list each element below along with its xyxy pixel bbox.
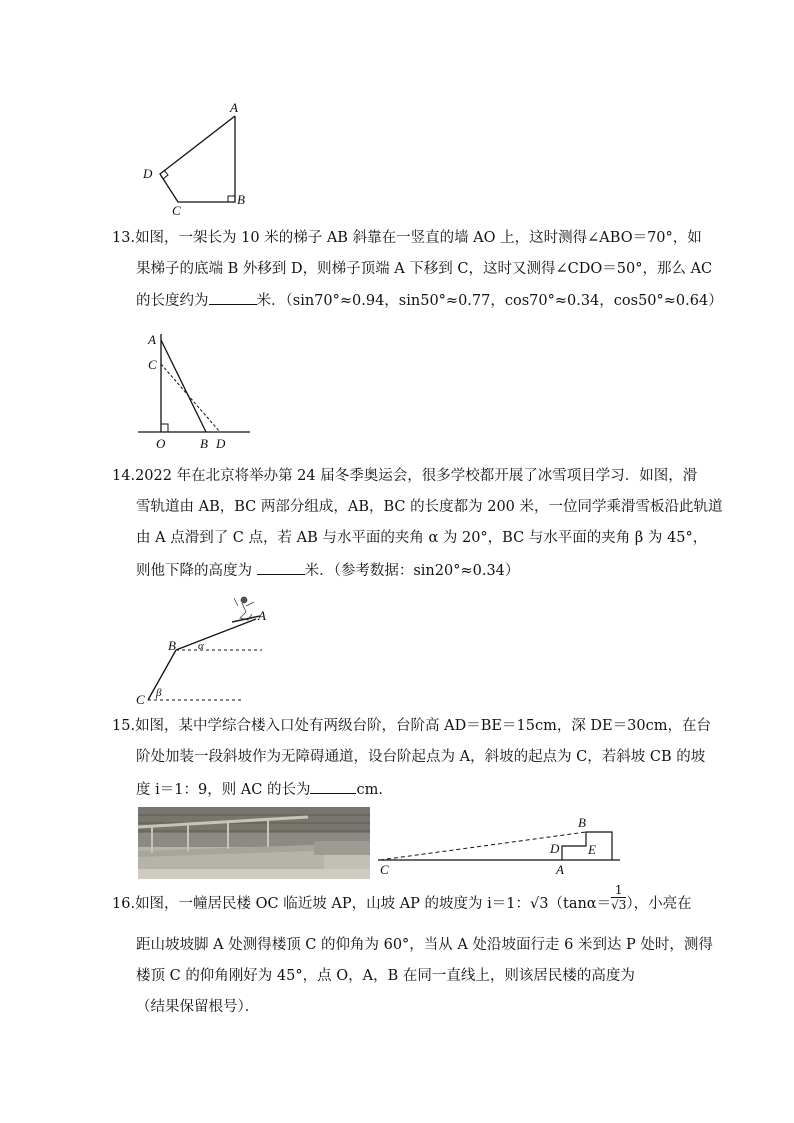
figure-q12 <box>140 100 250 220</box>
label-D: D <box>216 436 226 451</box>
label-A: A <box>556 862 564 877</box>
q16-line3: 楼顶 C 的仰角刚好为 45°，点 O，A，B 在同一直线上，则该居民楼的高度为 <box>136 968 635 984</box>
q15-line3: 度 i＝1：9，则 AC 的长为 cm． <box>136 779 393 800</box>
q13-line1: 13.如图，一架长为 10 米的梯子 AB 斜靠在一竖直的墙 AO 上，这时测得∠ABO＝70°，如 <box>112 230 702 246</box>
label-D: D <box>143 166 153 181</box>
figure-q14 <box>134 592 274 712</box>
label-B: B <box>200 436 208 451</box>
label-C: C <box>148 357 157 372</box>
q15-line1: 15.如图，某中学综合楼入口处有两级台阶，台阶高 AD＝BE＝15cm，深 DE＝30cm，在台 <box>112 718 711 734</box>
label-A: A <box>148 332 156 347</box>
q14-line4: 则他下降的高度为 米．（参考数据：sin20°≈0.34） <box>136 560 519 581</box>
figure-q13 <box>136 328 256 453</box>
q15-number: 15. <box>112 718 136 734</box>
q16-line4: （结果保留根号）． <box>136 999 260 1015</box>
q14-answer-blank[interactable] <box>257 560 305 575</box>
q13-line2: 果梯子的底端 B 外移到 D，则梯子顶端 A 下移到 C，这时又测得∠CDO＝50°，那么 AC <box>136 261 713 277</box>
ramp-photo <box>138 807 370 879</box>
skier-icon <box>232 597 260 622</box>
label-B: B <box>168 638 176 653</box>
q16-line1: 16.如图，一幢居民楼 OC 临近坡 AP，山坡 AP 的坡度为 i＝1：√3（tanα＝ $\frac{1}{√3}$ ），小亮在 <box>112 882 692 912</box>
q14-line3: 由 A 点滑到了 C 点，若 AB 与水平面的夹角 α 为 20°，BC 与水平面的夹角 β 为 45°， <box>136 530 708 546</box>
q14-number: 14. <box>112 468 136 484</box>
q15-line2: 阶处加装一段斜坡作为无障碍通道，设台阶起点为 A，斜坡的起点为 C，若斜坡 CB 的坡 <box>136 749 706 765</box>
label-E: E <box>588 842 596 857</box>
q13-answer-blank[interactable] <box>209 290 257 305</box>
label-C: C <box>172 203 181 218</box>
figure-q15 <box>376 812 626 878</box>
label-C: C <box>136 692 145 707</box>
sqrt3: √3 <box>530 896 549 912</box>
q15-answer-blank[interactable] <box>310 779 356 794</box>
label-beta: β <box>156 687 162 699</box>
q14-line2: 雪轨道由 AB，BC 两部分组成，AB，BC 的长度都为 200 米，一位同学乘滑雪板沿此轨道 <box>136 499 723 515</box>
label-O: O <box>156 436 166 451</box>
label-A: A <box>230 100 238 115</box>
q13-line3: 的长度约为 米．（sin70°≈0.94，sin50°≈0.77，cos70°≈0.34，cos50°≈0.64） <box>136 290 723 311</box>
fraction: $\frac{1}{√3}$ <box>611 882 627 912</box>
label-D: D <box>550 841 560 856</box>
label-alpha: α <box>198 640 204 652</box>
label-B: B <box>578 815 586 830</box>
q16-number: 16. <box>112 896 136 912</box>
label-C: C <box>380 862 389 877</box>
q16-line2: 距山坡坡脚 A 处测得楼顶 C 的仰角为 60°，当从 A 处沿坡面行走 6 米到达 P 处时，测得 <box>136 937 713 953</box>
label-A: A <box>258 608 266 623</box>
q13-number: 13. <box>112 230 136 246</box>
q14-line1: 14.2022 年在北京将举办第 24 届冬季奥运会，很多学校都开展了冰雪项目学习．如图，滑 <box>112 468 698 484</box>
label-B: B <box>237 192 245 207</box>
